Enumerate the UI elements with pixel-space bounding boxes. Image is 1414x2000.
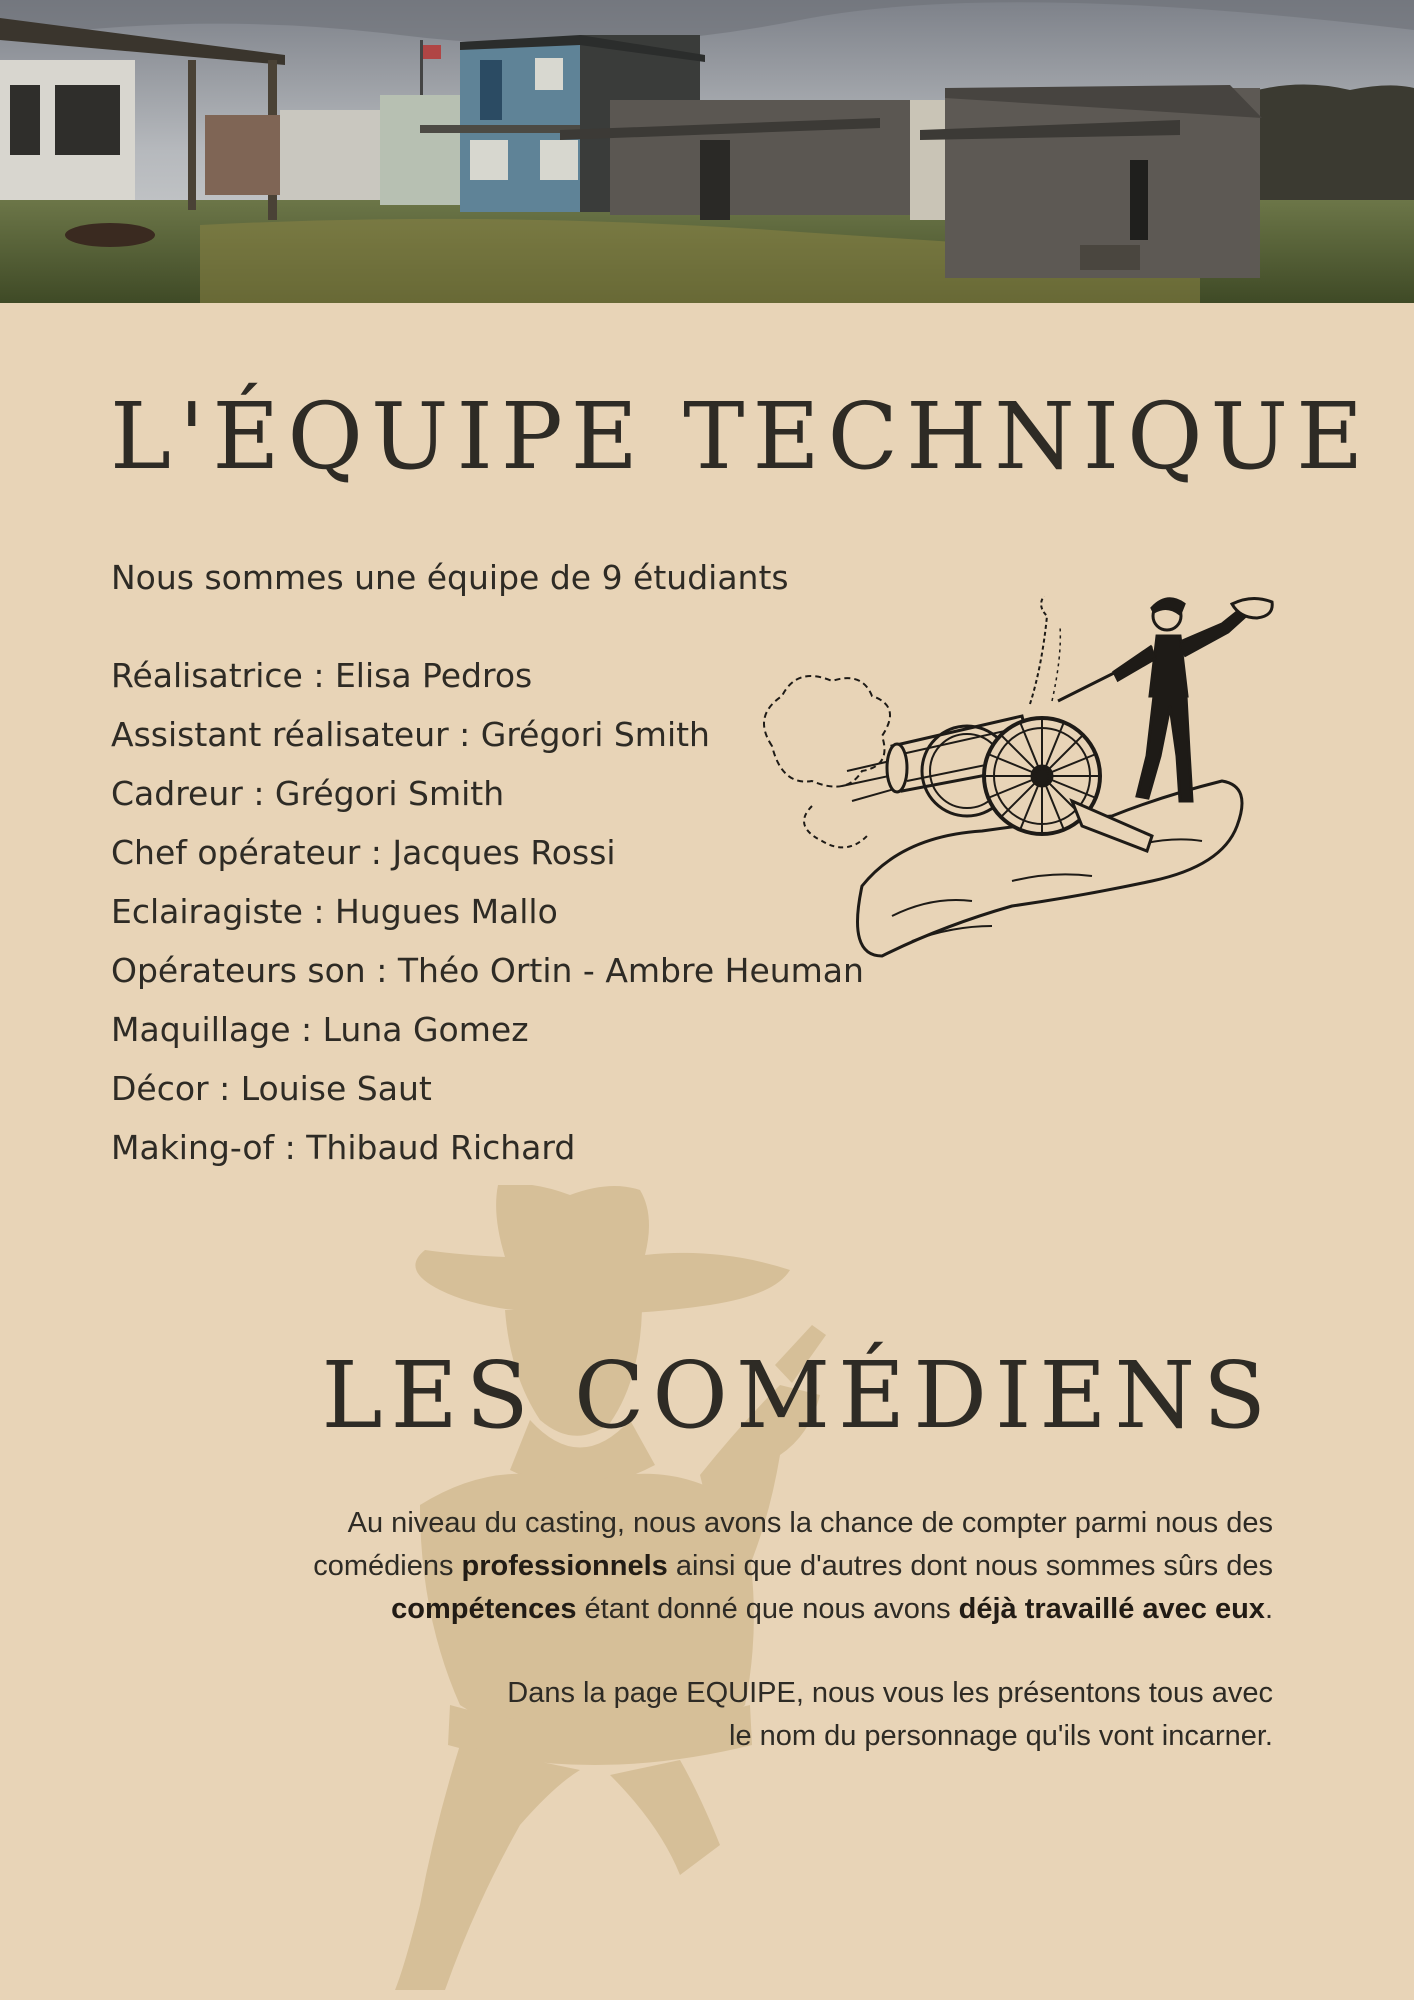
crew-item-eclairagiste: Eclairagiste : Hugues Mallo: [111, 892, 558, 931]
bold-professionnels: professionnels: [461, 1550, 668, 1582]
section-title-comediens: LES COMÉDIENS: [321, 1342, 1274, 1449]
header-photo: [0, 0, 1414, 303]
equipe-page-note: Dans la page EQUIPE, nous vous les présentons tous avec le nom du personnage qu'ils vont incarner.: [507, 1677, 1273, 1752]
bold-deja-travaille: déjà travaillé avec eux: [958, 1593, 1265, 1625]
crew-item-operateurs-son: Opérateurs son : Théo Ortin - Ambre Heuman: [111, 951, 864, 990]
crew-list: [111, 646, 864, 1177]
crew-item-decor: Décor : Louise Saut: [111, 1069, 432, 1108]
crew-item-chef-operateur: Chef opérateur : Jacques Rossi: [111, 833, 616, 872]
crew-item-assistant-realisateur: Assistant réalisateur : Grégori Smith: [111, 715, 710, 754]
team-intro: Nous sommes une équipe de 9 étudiants: [111, 558, 789, 597]
crew-item-making-of: Making-of : Thibaud Richard: [111, 1128, 576, 1167]
page-title-equipe-technique: L'ÉQUIPE TECHNIQUE: [110, 383, 1372, 490]
casting-description: [273, 1502, 1273, 1758]
cannon-illustration: [752, 596, 1292, 970]
crew-item-cadreur: Cadreur : Grégori Smith: [111, 774, 505, 813]
crew-item-maquillage: Maquillage : Luna Gomez: [111, 1010, 529, 1049]
bold-competences: compétences: [391, 1593, 577, 1625]
crew-item-realisatrice: Réalisatrice : Elisa Pedros: [111, 656, 533, 695]
casting-paragraph: Au niveau du casting, nous avons la chance de compter parmi nous des comédiens professionnels ainsi que d'autres dont nous sommes sûrs des compétences étant donné que nous avons déjà travaillé avec eux.: [313, 1507, 1273, 1625]
